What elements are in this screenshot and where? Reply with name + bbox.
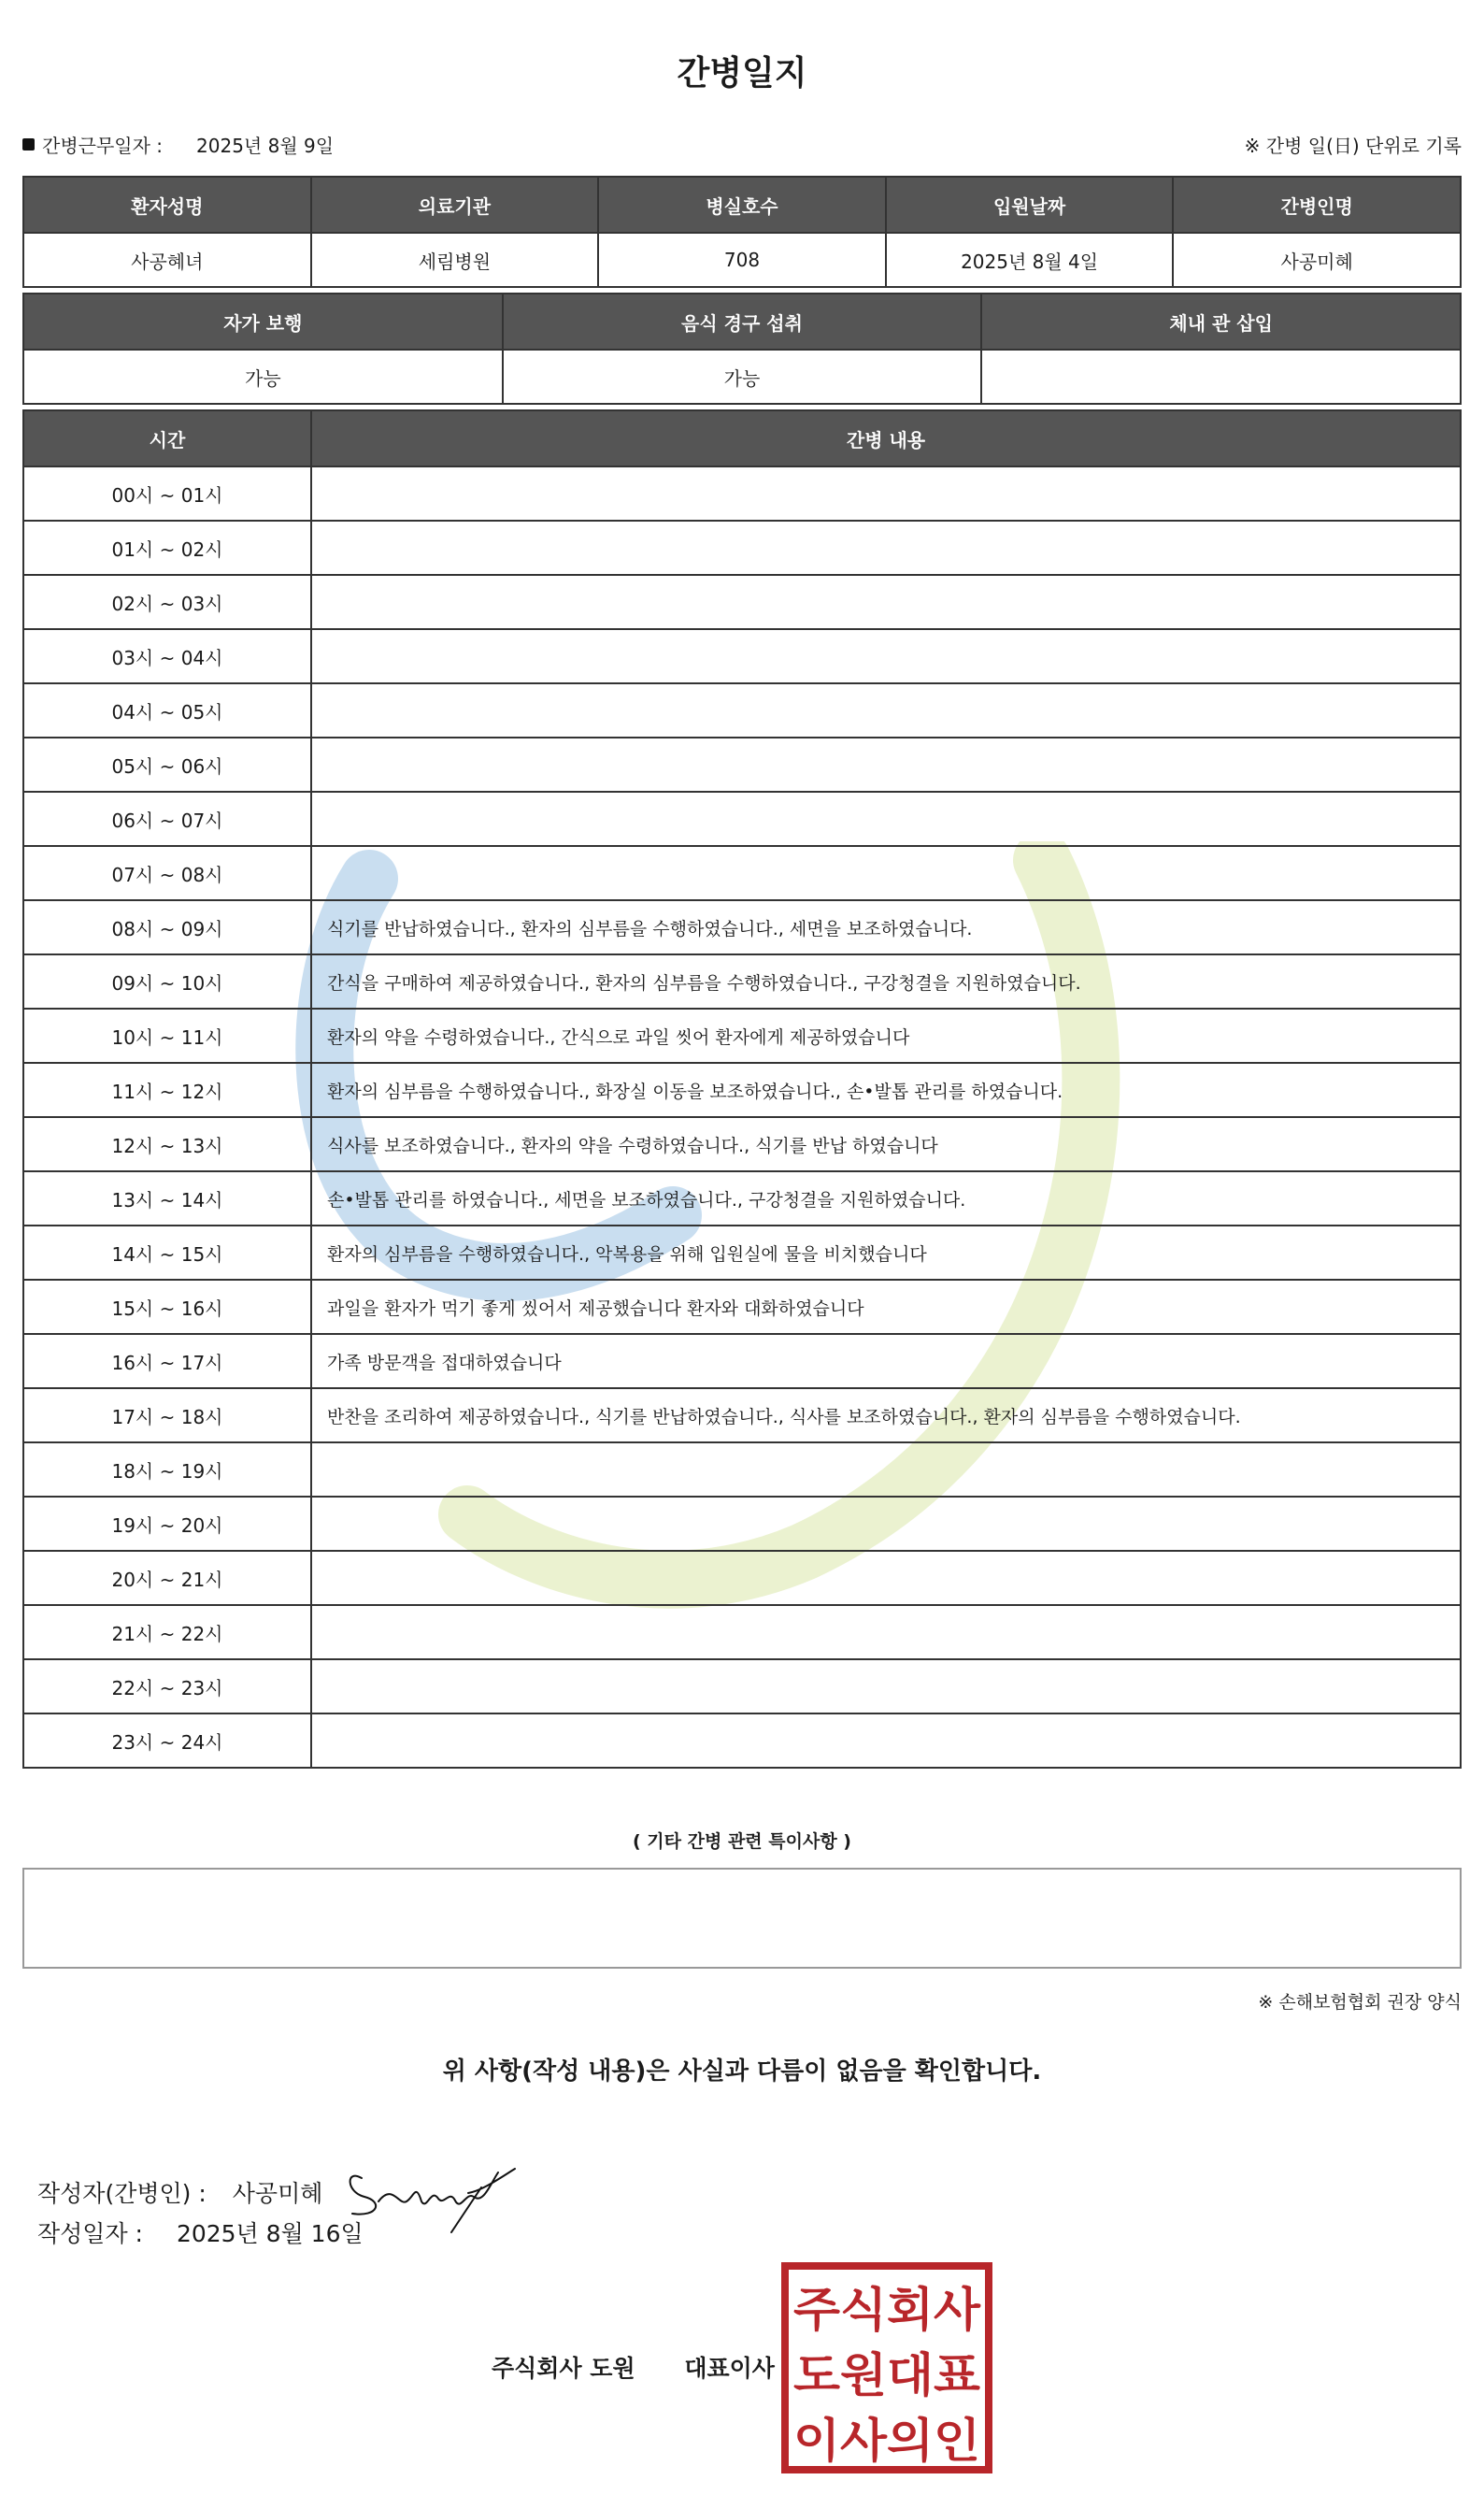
care-log-time: 16시 ~ 17시 [23, 1334, 311, 1388]
header-admission-date: 입원날짜 [886, 177, 1174, 233]
care-log-time: 12시 ~ 13시 [23, 1117, 311, 1171]
hospital-name: 세림병원 [311, 233, 599, 287]
care-log-row [23, 792, 1461, 846]
seal-text-row: 이사의인 [793, 2414, 980, 2468]
care-log-row [23, 683, 1461, 738]
seal-text-row: 주식회사 [793, 2283, 981, 2337]
care-log-row [23, 1280, 1461, 1334]
admission-date: 2025년 8월 4일 [886, 233, 1174, 287]
care-log-time: 03시 ~ 04시 [23, 629, 311, 683]
care-log-note [311, 629, 1461, 683]
oral-intake-value: 가능 [503, 350, 982, 404]
care-log-row [23, 1171, 1461, 1226]
care-log-note: 식기를 반납하였습니다., 환자의 심부름을 수행하였습니다., 세면을 보조하였습니다. [311, 900, 1461, 954]
care-log-note: 반찬을 조리하여 제공하였습니다., 식기를 반납하였습니다., 식사를 보조하였습니다., 환자의 심부름을 수행하였습니다. [311, 1388, 1461, 1442]
header-care-content: 간병 내용 [311, 410, 1461, 466]
care-log-row [23, 1605, 1461, 1659]
care-log-row [23, 1117, 1461, 1171]
care-log-row [23, 846, 1461, 900]
care-log-row [23, 1497, 1461, 1551]
care-log-note: 과일을 환자가 먹기 좋게 씼어서 제공했습니다 환자와 대화하였습니다 [311, 1280, 1461, 1334]
care-log-header-row [23, 410, 1461, 466]
care-log-note: 환자의 약을 수령하였습니다., 간식으로 과일 씻어 환자에게 제공하였습니다 [311, 1009, 1461, 1063]
care-log-row [23, 954, 1461, 1009]
care-log-time: 08시 ~ 09시 [23, 900, 311, 954]
care-log-row [23, 900, 1461, 954]
care-log-time: 20시 ~ 21시 [23, 1551, 311, 1605]
patient-status-table [22, 293, 1462, 405]
patient-info-header-row [23, 177, 1461, 233]
care-log-note [311, 1442, 1461, 1497]
care-log-note [311, 1659, 1461, 1713]
caregiver-name: 사공미혜 [1173, 233, 1461, 287]
self-walking-value: 가능 [23, 350, 503, 404]
care-log-note: 환자의 심부름을 수행하였습니다., 악복용을 위해 입원실에 물을 비치했습니다 [311, 1226, 1461, 1280]
care-log-time: 01시 ~ 02시 [23, 521, 311, 575]
care-log-note [311, 1713, 1461, 1768]
care-log-row [23, 1551, 1461, 1605]
unit-note: ※ 간병 일(日) 단위로 기록 [1244, 135, 1462, 157]
seal-text-row: 도원대표 [793, 2348, 981, 2402]
care-log-row [23, 629, 1461, 683]
care-log-time: 21시 ~ 22시 [23, 1605, 311, 1659]
page-title: 간병일지 [677, 54, 807, 93]
care-log-time: 09시 ~ 10시 [23, 954, 311, 1009]
header-tube-insertion: 체내 관 삽입 [981, 294, 1461, 350]
care-log-note [311, 683, 1461, 738]
care-log-table [22, 409, 1462, 1769]
care-log-note [311, 1605, 1461, 1659]
status-value-row [23, 350, 1461, 404]
care-log-time: 22시 ~ 23시 [23, 1659, 311, 1713]
care-log-time: 06시 ~ 07시 [23, 792, 311, 846]
tube-insertion-value [981, 350, 1461, 404]
written-date-value: 2025년 8월 16일 [176, 2220, 364, 2247]
header-time: 시간 [23, 410, 311, 466]
patient-name: 사공혜녀 [23, 233, 311, 287]
care-log-row [23, 1659, 1461, 1713]
status-header-row [23, 294, 1461, 350]
meta-row [22, 131, 1462, 161]
care-log-time: 00시 ~ 01시 [23, 466, 311, 521]
care-log-row [23, 466, 1461, 521]
care-log-note: 가족 방문객을 접대하였습니다 [311, 1334, 1461, 1388]
care-log-note [311, 1551, 1461, 1605]
care-log-row [23, 738, 1461, 792]
care-log-note [311, 575, 1461, 629]
room-number: 708 [598, 233, 886, 287]
written-date-row [37, 2215, 364, 2249]
care-log-row [23, 521, 1461, 575]
header-room-number: 병실호수 [598, 177, 886, 233]
written-date-label: 작성일자 : [37, 2220, 143, 2247]
handwritten-signature [341, 2150, 519, 2234]
care-log-note [311, 1497, 1461, 1551]
care-log-time: 17시 ~ 18시 [23, 1388, 311, 1442]
header-hospital: 의료기관 [311, 177, 599, 233]
header-self-walking: 자가 보행 [23, 294, 503, 350]
company-title: 대표이사 [684, 2355, 775, 2382]
header-patient-name: 환자성명 [23, 177, 311, 233]
care-log-time: 23시 ~ 24시 [23, 1713, 311, 1768]
care-log-note [311, 738, 1461, 792]
care-log-row [23, 1334, 1461, 1388]
care-log-note [311, 792, 1461, 846]
care-log-time: 10시 ~ 11시 [23, 1009, 311, 1063]
work-date-label: 간병근무일자 : [42, 135, 164, 157]
care-log-time: 02시 ~ 03시 [23, 575, 311, 629]
author-name: 사공미혜 [232, 2180, 323, 2207]
square-bullet-icon [22, 138, 35, 151]
care-log-note: 손•발톱 관리를 하였습니다., 세면을 보조하였습니다., 구강청결을 지원하였습니다. [311, 1171, 1461, 1226]
company-name: 주식회사 도원 [492, 2355, 635, 2382]
header-oral-intake: 음식 경구 섭취 [503, 294, 982, 350]
care-log-row [23, 1009, 1461, 1063]
care-log-row [23, 1063, 1461, 1117]
care-log-time: 11시 ~ 12시 [23, 1063, 311, 1117]
care-log-time: 18시 ~ 19시 [23, 1442, 311, 1497]
seal-text [793, 2283, 981, 2468]
author-label: 작성자(간병인) : [37, 2180, 207, 2207]
care-log-row [23, 1226, 1461, 1280]
company-block [492, 2350, 775, 2384]
patient-info-table [22, 176, 1462, 288]
care-log-time: 07시 ~ 08시 [23, 846, 311, 900]
care-log-time: 14시 ~ 15시 [23, 1226, 311, 1280]
care-log-row [23, 1442, 1461, 1497]
care-log-note [311, 846, 1461, 900]
confirmation-statement: 위 사항(작성 내용)은 사실과 다름이 없음을 확인합니다. [442, 2057, 1042, 2086]
care-log-note: 환자의 심부름을 수행하였습니다., 화장실 이동을 보조하였습니다., 손•발톱 관리를 하였습니다. [311, 1063, 1461, 1117]
footnote: ※ 손해보험협회 권장 양식 [1258, 1992, 1462, 2013]
care-log-note: 식사를 보조하였습니다., 환자의 약을 수령하였습니다., 식기를 반납 하였습니다 [311, 1117, 1461, 1171]
care-log-time: 05시 ~ 06시 [23, 738, 311, 792]
care-log-note [311, 466, 1461, 521]
work-date-block [22, 131, 334, 158]
work-date-value: 2025년 8월 9일 [196, 135, 335, 157]
care-log-time: 04시 ~ 05시 [23, 683, 311, 738]
remarks-box [22, 1868, 1462, 1969]
care-log-note: 간식을 구매하여 제공하였습니다., 환자의 심부름을 수행하였습니다., 구강청결을 지원하였습니다. [311, 954, 1461, 1009]
care-log-row [23, 1388, 1461, 1442]
care-log-note [311, 521, 1461, 575]
header-caregiver-name: 간병인명 [1173, 177, 1461, 233]
care-log-body [23, 466, 1461, 1768]
care-log-time: 19시 ~ 20시 [23, 1497, 311, 1551]
care-log-time: 15시 ~ 16시 [23, 1280, 311, 1334]
care-log-row [23, 1713, 1461, 1768]
company-seal-stamp [779, 2260, 994, 2475]
care-log-row [23, 575, 1461, 629]
remarks-label: ( 기타 간병 관련 특이사항 ) [633, 1831, 851, 1852]
care-log-time: 13시 ~ 14시 [23, 1171, 311, 1226]
patient-info-value-row [23, 233, 1461, 287]
